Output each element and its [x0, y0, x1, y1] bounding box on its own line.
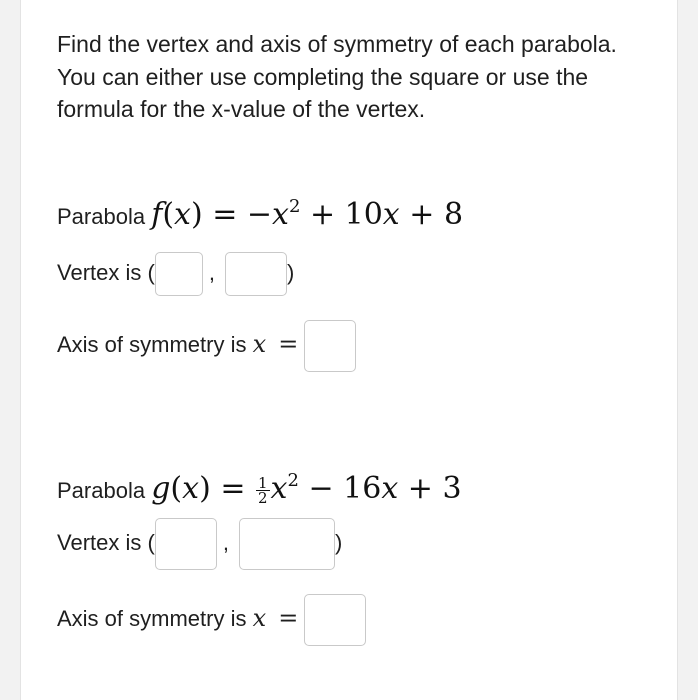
- parabola-2-equation: g(x) = $\frac{1}{2}$ $x^2 - 16x + 3$: [151, 470, 462, 507]
- vertex-2-x-input[interactable]: [155, 518, 217, 570]
- vertex-1-comma: ,: [208, 259, 215, 285]
- vertex-1-x-input[interactable]: [155, 252, 203, 296]
- vertex-2-row: [57, 518, 342, 570]
- axis-2-input[interactable]: [304, 594, 366, 646]
- vertex-1-close-paren: ): [286, 259, 295, 285]
- axis-1-input[interactable]: [304, 320, 356, 372]
- instructions-text: Find the vertex and axis of symmetry of each parabola. You can either use completing the square or use the formula for the x-value of the vertex.: [57, 31, 617, 122]
- axis-2-equals: =: [278, 603, 299, 632]
- parabola-1-row: [57, 196, 463, 232]
- axis-1-label: Axis of symmetry is: [57, 331, 247, 357]
- vertex-2-label: Vertex is (: [57, 529, 155, 555]
- parabola-1-equation: $f(x) = -x^2 + 10x + 8$: [151, 196, 464, 232]
- parabola-2-row: [57, 470, 462, 506]
- vertex-1-label: Vertex is (: [57, 259, 155, 285]
- axis-2-row: [57, 594, 366, 646]
- vertex-2-y-input[interactable]: [239, 518, 335, 570]
- axis-1-row: [57, 320, 356, 372]
- question-card: [20, 0, 678, 700]
- fraction-one-half: $\frac{1}{2}$: [258, 473, 268, 507]
- vertex-2-close-paren: ): [334, 529, 343, 555]
- parabola-1-label: Parabola: [57, 204, 146, 229]
- axis-1-equals: =: [278, 329, 299, 358]
- vertex-1-y-input[interactable]: [225, 252, 287, 296]
- axis-1-var: x: [252, 329, 267, 358]
- axis-2-var: x: [252, 603, 267, 632]
- vertex-2-comma: ,: [222, 529, 229, 555]
- axis-2-label: Axis of symmetry is: [57, 605, 247, 631]
- vertex-1-row: [57, 252, 294, 296]
- parabola-2-label: Parabola: [57, 478, 146, 503]
